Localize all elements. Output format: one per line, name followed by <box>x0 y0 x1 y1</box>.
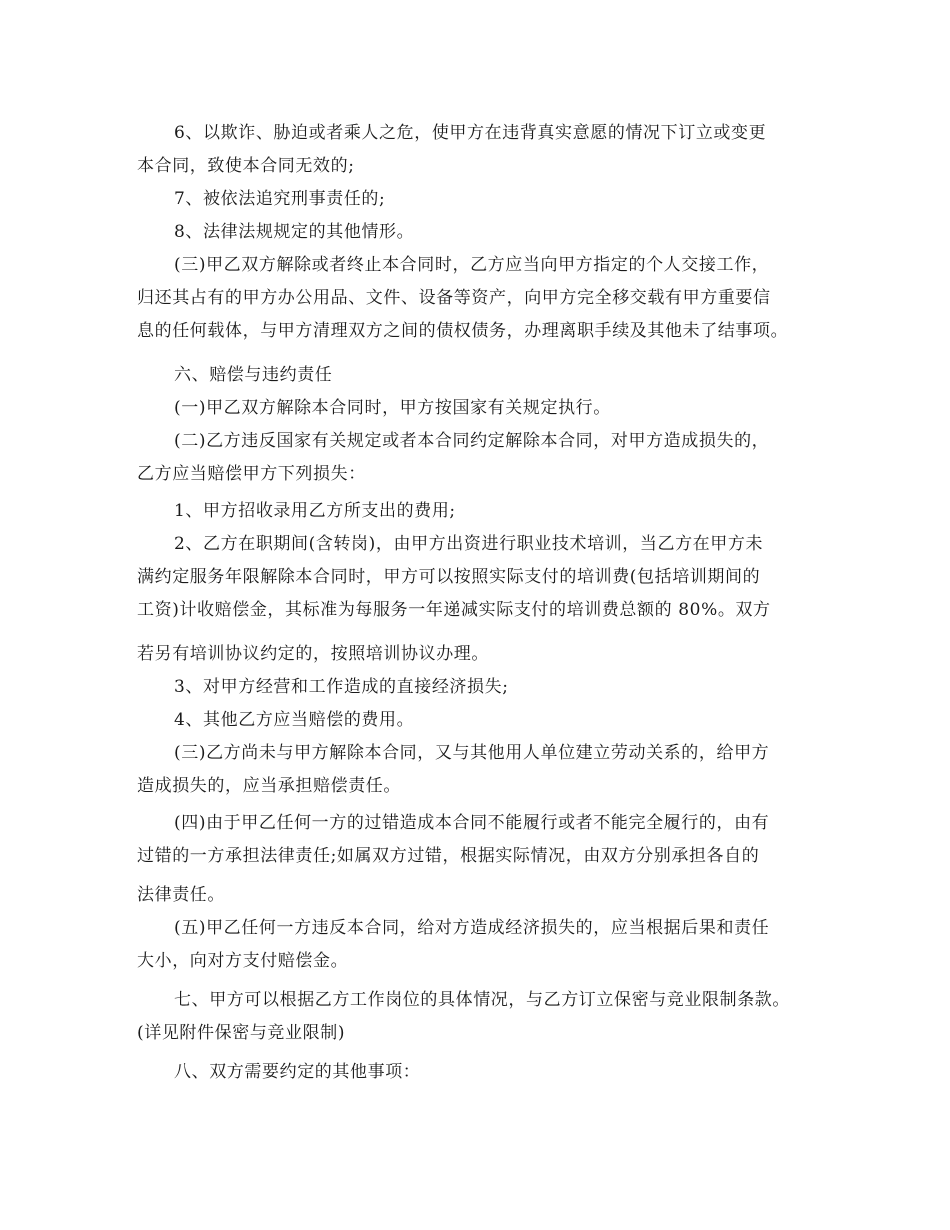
text-line: 法律责任。 <box>137 885 225 905</box>
section-heading: 六、赔偿与违约责任 <box>174 365 333 385</box>
text-line: 归还其占有的甲方办公用品、文件、设备等资产，向甲方完全移交载有甲方重要信 <box>137 288 771 308</box>
text-line: 满约定服务年限解除本合同时，甲方可以按照实际支付的培训费(包括培训期间的 <box>137 567 761 587</box>
text-line: 3、对甲方经营和工作造成的直接经济损失; <box>174 677 509 697</box>
text-line: 乙方应当赔偿甲方下列损失： <box>137 464 366 484</box>
text-line: 过错的一方承担法律责任;如属双方过错，根据实际情况，由双方分别承担各自的 <box>137 846 760 866</box>
text-line: (三)甲乙双方解除或者终止本合同时，乙方应当向甲方指定的个人交接工作， <box>174 255 770 275</box>
text-line: 息的任何载体，与甲方清理双方之间的债权债务，办理离职手续及其他未了结事项。 <box>137 321 789 341</box>
text-line: (一)甲乙双方解除本合同时，甲方按国家有关规定执行。 <box>174 398 611 418</box>
text-line: 若另有培训协议约定的，按照培训协议办理。 <box>137 644 489 664</box>
text-line: 工资)计收赔偿金，其标准为每服务一年递减实际支付的培训费总额的 80%。双方 <box>137 600 771 620</box>
text-line: (四)由于甲乙任何一方的过错造成本合同不能履行或者不能完全履行的，由有 <box>174 813 770 833</box>
text-line: 1、甲方招收录用乙方所支出的费用; <box>174 501 456 521</box>
text-line: 造成损失的，应当承担赔偿责任。 <box>137 776 401 796</box>
text-line: 8、法律法规规定的其他情形。 <box>174 222 415 242</box>
text-line: (五)甲乙任何一方违反本合同，给对方造成经济损失的，应当根据后果和责任 <box>174 918 770 938</box>
text-line: 大小，向对方支付赔偿金。 <box>137 951 349 971</box>
text-line: 本合同，致使本合同无效的; <box>137 156 355 176</box>
section-heading: 七、甲方可以根据乙方工作岗位的具体情况，与乙方订立保密与竞业限制条款。 <box>174 990 790 1010</box>
text-line: 2、乙方在职期间(含转岗)，由甲方出资进行职业技术培训，当乙方在甲方未 <box>174 534 764 554</box>
text-line: 6、以欺诈、胁迫或者乘人之危，使甲方在违背真实意愿的情况下订立或变更 <box>174 123 767 143</box>
text-line: 4、其他乙方应当赔偿的费用。 <box>174 710 415 730</box>
text-line: (三)乙方尚未与甲方解除本合同，又与其他用人单位建立劳动关系的，给甲方 <box>174 743 770 763</box>
text-line: 7、被依法追究刑事责任的; <box>174 189 386 209</box>
text-line: (详见附件保密与竞业限制) <box>137 1023 346 1043</box>
text-line: (二)乙方违反国家有关规定或者本合同约定解除本合同，对甲方造成损失的， <box>174 431 770 451</box>
section-heading: 八、双方需要约定的其他事项： <box>174 1062 421 1082</box>
